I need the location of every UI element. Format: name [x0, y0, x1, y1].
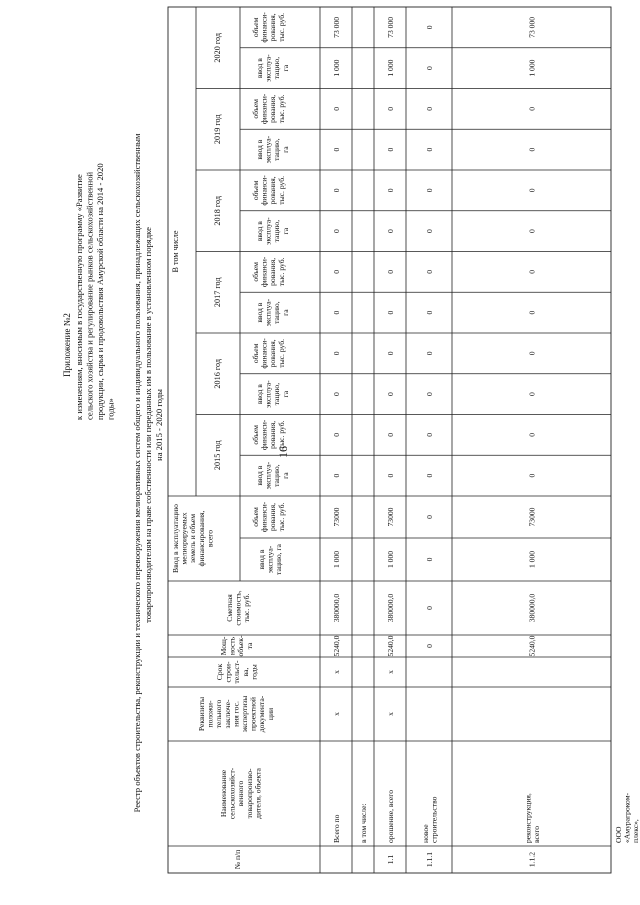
- cell-year-value: 0: [386, 432, 395, 437]
- cell-intro: 0: [425, 557, 434, 562]
- header-fin-total: рования,: [268, 503, 278, 531]
- cell-year-value: 0: [425, 106, 434, 111]
- header-year: 2017 год: [213, 277, 222, 308]
- cell-year-value: 0: [386, 473, 395, 478]
- header-intro-year: эксплуа-: [263, 54, 273, 82]
- header-fin-year: объем: [251, 17, 260, 38]
- cell-capacity: 5240,0: [386, 635, 395, 657]
- header-intro-total: тацию, га: [274, 544, 284, 575]
- header-cost: Сметная: [225, 594, 234, 622]
- header-term: годы: [249, 664, 259, 680]
- header-fin-year: тыс. руб.: [276, 420, 286, 450]
- cell-year-value: 0: [527, 432, 537, 437]
- header-requisites: положи-: [205, 700, 215, 728]
- header-intro-year: эксплуа-: [263, 380, 273, 408]
- appendix-title: Приложение №2: [62, 313, 72, 377]
- header-fin-year: рования,: [268, 339, 278, 368]
- header-intro-year: га: [280, 309, 290, 316]
- cell-year-value: 0: [527, 147, 537, 152]
- cell-year-value: 0: [332, 310, 341, 315]
- header-intro-year: ввод в: [255, 302, 264, 323]
- header-including: В том числе: [171, 230, 180, 273]
- header-total-group: мелиорируемых: [179, 512, 189, 565]
- header-name: товаропроизво-: [244, 768, 254, 819]
- header-intro-year: тацию,: [272, 56, 282, 80]
- header-term: ва,: [240, 667, 250, 677]
- cell-year-value: 0: [332, 188, 341, 193]
- header-fin-year: рования,: [268, 257, 278, 286]
- header-intro-year: эксплуа-: [263, 298, 273, 327]
- header-intro-year: ввод в: [255, 58, 264, 79]
- cell-name: Всего по: [332, 814, 341, 843]
- cell-name: плекс»,: [631, 819, 640, 843]
- header-intro-year: тацию,: [272, 382, 282, 406]
- cell-term: x: [332, 670, 341, 674]
- cell-year-value: 73 000: [332, 16, 341, 38]
- cell-year-value: 0: [425, 147, 434, 152]
- header-fin-year: финанси-: [259, 256, 269, 288]
- cell-year-value: 73 000: [386, 16, 395, 38]
- header-num: № п/п: [233, 849, 242, 870]
- cell-cost: 380000,0: [332, 593, 341, 623]
- cell-capacity: 0: [425, 644, 434, 648]
- header-intro-year: ввод в: [255, 221, 264, 242]
- header-requisites: проектной: [248, 697, 258, 731]
- appendix-line: сельского хозяйства и регулирование рынков сельскохозяйственной: [84, 171, 95, 420]
- cell-year-value: 0: [332, 147, 341, 152]
- cell-requisites: x: [332, 712, 341, 716]
- header-fin-year: финанси-: [259, 419, 269, 451]
- cell-year-value: 0: [386, 106, 395, 111]
- cell-year-value: 0: [332, 106, 341, 111]
- appendix-line: продукции, сырья и продовольствия Амурской области на 2014 - 2020: [95, 163, 105, 420]
- header-year: 2015 год: [213, 440, 222, 471]
- header-name: венного: [236, 780, 246, 807]
- cell-year-value: 1 000: [386, 59, 395, 77]
- cell-year-value: 0: [527, 351, 537, 356]
- cell-year-value: 0: [527, 310, 537, 315]
- header-intro-year: га: [280, 64, 290, 72]
- header-intro-year: тацию,: [272, 219, 282, 243]
- header-intro-year: тацию,: [272, 301, 282, 324]
- cell-name: орошение, всего: [386, 789, 395, 843]
- cell-year-value: 0: [527, 188, 537, 193]
- cell-year-value: 1 000: [332, 59, 341, 77]
- header-name: дителя, объекта: [253, 768, 263, 819]
- header-fin-year: финанси-: [259, 93, 269, 125]
- cell-fin: 73000: [527, 507, 537, 527]
- header-cost: стоимость,: [233, 590, 243, 626]
- header-fin-year: рования,: [268, 94, 278, 123]
- cell-year-value: 0: [425, 473, 434, 478]
- header-fin-total: финанси-: [259, 501, 269, 533]
- appendix-line: к изменениям, вносимым в государственную программу «Развитие: [74, 174, 84, 420]
- header-fin-year: тыс. руб.: [276, 176, 286, 205]
- header-capacity: Мощ-: [219, 636, 228, 656]
- header-requisites: заключе-: [222, 699, 232, 729]
- header-fin-total: тыс. руб.: [276, 502, 286, 532]
- header-fin-year: объем: [251, 180, 260, 201]
- header-fin-year: объем: [251, 262, 260, 282]
- cell-year-value: 0: [425, 392, 434, 397]
- header-term: тельст-: [232, 660, 242, 684]
- cell-year-value: 73 000: [527, 16, 537, 38]
- header-capacity: объек-: [236, 635, 246, 657]
- header-intro-year: га: [280, 146, 290, 153]
- header-intro-year: тацию,: [272, 464, 282, 487]
- cell-year-value: 0: [425, 269, 434, 274]
- cell-fin: 0: [425, 515, 434, 519]
- cell-num: 1.1: [386, 854, 395, 865]
- cell-year-value: 0: [332, 432, 341, 437]
- header-intro-year: эксплуа-: [263, 217, 273, 245]
- cell-name: в том числе:: [359, 803, 368, 843]
- header-name: сельскохозяйст-: [227, 767, 237, 820]
- header-fin-year: объем: [251, 343, 260, 364]
- cell-year-value: 0: [332, 392, 341, 397]
- cell-cost: 0: [425, 606, 434, 610]
- header-intro-year: эксплуа-: [263, 461, 273, 490]
- title-line: товаропроизводителям на праве собственности или переданных им в пользование в установленном порядке: [143, 227, 153, 623]
- header-fin-year: финанси-: [259, 175, 269, 206]
- cell-name: реконструкция,: [523, 793, 533, 843]
- header-fin-year: тыс. руб.: [276, 339, 286, 368]
- cell-year-value: 0: [386, 310, 395, 315]
- header-total-group: Ввод в эксплуатацию: [171, 504, 180, 573]
- header-term: строи-: [223, 661, 233, 683]
- cell-intro: 1 000: [332, 550, 341, 569]
- cell-year-value: 0: [425, 310, 434, 315]
- cell-year-value: 0: [527, 106, 537, 111]
- header-fin-year: рования,: [268, 420, 278, 449]
- cell-year-value: 0: [425, 432, 434, 437]
- header-intro-year: га: [280, 227, 290, 235]
- cell-num: 1.1.2: [527, 851, 537, 868]
- cell-intro: 1 000: [527, 550, 537, 569]
- header-fin-year: финанси-: [259, 338, 269, 369]
- cell-year-value: 0: [425, 66, 434, 71]
- header-intro-year: тацию,: [272, 138, 282, 161]
- cell-year-value: 0: [386, 188, 395, 193]
- header-capacity: ность: [227, 636, 237, 656]
- cell-name: всего: [532, 825, 542, 843]
- cell-year-value: 0: [425, 25, 434, 30]
- cell-year-value: 0: [527, 229, 537, 234]
- header-fin-year: тыс. руб.: [276, 257, 286, 287]
- header-intro-year: га: [280, 390, 290, 398]
- cell-year-value: 0: [386, 351, 395, 356]
- cell-year-value: 0: [386, 392, 395, 397]
- header-intro-year: ввод в: [255, 465, 264, 486]
- header-intro-year: ввод в: [255, 384, 264, 405]
- appendix-line: годы»: [105, 398, 116, 420]
- cell-year-value: 0: [332, 269, 341, 274]
- header-fin-year: объем: [251, 425, 260, 445]
- table-row: [359, 803, 368, 843]
- cell-year-value: 0: [527, 269, 537, 274]
- cell-capacity: 5240,0: [527, 635, 537, 657]
- cell-year-value: 0: [332, 351, 341, 356]
- header-intro-year: ввод в: [255, 139, 264, 160]
- cell-year-value: 1 000: [527, 59, 537, 77]
- cell-cost: 380000,0: [527, 593, 537, 623]
- title-line: на 2015 - 2020 годы: [154, 389, 164, 461]
- cell-intro: 1 000: [386, 550, 395, 569]
- header-requisites: ции: [265, 707, 275, 721]
- header-requisites: экспертизы: [240, 695, 249, 733]
- header-intro-total: ввод в: [257, 549, 266, 570]
- header-intro-total: эксплуа-: [265, 545, 275, 574]
- header-requisites: документа-: [257, 695, 267, 733]
- header-year: 2016 год: [213, 358, 222, 389]
- header-fin-year: рования,: [268, 176, 278, 205]
- cell-year-value: 0: [527, 473, 537, 478]
- header-year: 2018 год: [213, 195, 222, 226]
- cell-year-value: 0: [425, 229, 434, 234]
- cell-year-value: 0: [386, 269, 395, 274]
- header-intro-year: га: [280, 472, 290, 479]
- cell-fin: 73000: [332, 507, 341, 527]
- cell-name: строительство: [429, 796, 439, 843]
- header-requisites: Реквизиты: [197, 696, 206, 732]
- header-year: 2020 год: [213, 32, 222, 63]
- cell-fin: 73000: [386, 507, 395, 527]
- header-fin-year: финанси-: [259, 12, 269, 43]
- header-cost: тыс. руб.: [242, 593, 252, 623]
- header-requisites: ния гос.: [231, 701, 241, 727]
- cell-year-value: 0: [332, 473, 341, 478]
- cell-num: 1.1.1: [425, 851, 434, 868]
- header-year: 2019 год: [213, 114, 222, 145]
- header-total-group: всего: [205, 529, 215, 548]
- page-number: 16: [276, 446, 290, 458]
- header-total-group: земель и объем: [188, 513, 198, 564]
- cell-cost: 380000,0: [386, 593, 395, 623]
- header-term: Срок: [215, 663, 224, 681]
- cell-year-value: 0: [386, 229, 395, 234]
- cell-name: ООО: [614, 826, 623, 843]
- header-total-group: финансирования,: [196, 510, 206, 567]
- cell-year-value: 0: [527, 392, 537, 397]
- cell-name: новое: [421, 824, 430, 843]
- header-fin-year: тыс. руб.: [276, 94, 286, 124]
- cell-requisites: x: [386, 712, 395, 716]
- cell-year-value: 0: [425, 351, 434, 356]
- header-capacity: та: [244, 642, 254, 650]
- title-line: Реестр объектов строительства, реконструкции и технического перевооружения мелиоративных систем общего и индивидуального пользования, принадлежащих сельскохозяйственным: [132, 133, 142, 813]
- cell-term: x: [386, 670, 395, 674]
- header-requisites: тельного: [214, 699, 224, 729]
- header-name: Наименование: [219, 769, 228, 818]
- header-fin-year: объем: [251, 99, 260, 119]
- cell-year-value: 0: [386, 147, 395, 152]
- cell-year-value: 0: [425, 188, 434, 193]
- header-intro-year: эксплуа-: [263, 135, 273, 164]
- header-fin-year: рования,: [268, 13, 278, 42]
- header-fin-year: тыс. руб.: [276, 13, 286, 42]
- header-fin-total: объем: [251, 507, 260, 527]
- cell-year-value: 0: [332, 229, 341, 234]
- cell-capacity: 5240,0: [332, 635, 341, 657]
- cell-name: «Амурагроком-: [622, 792, 632, 843]
